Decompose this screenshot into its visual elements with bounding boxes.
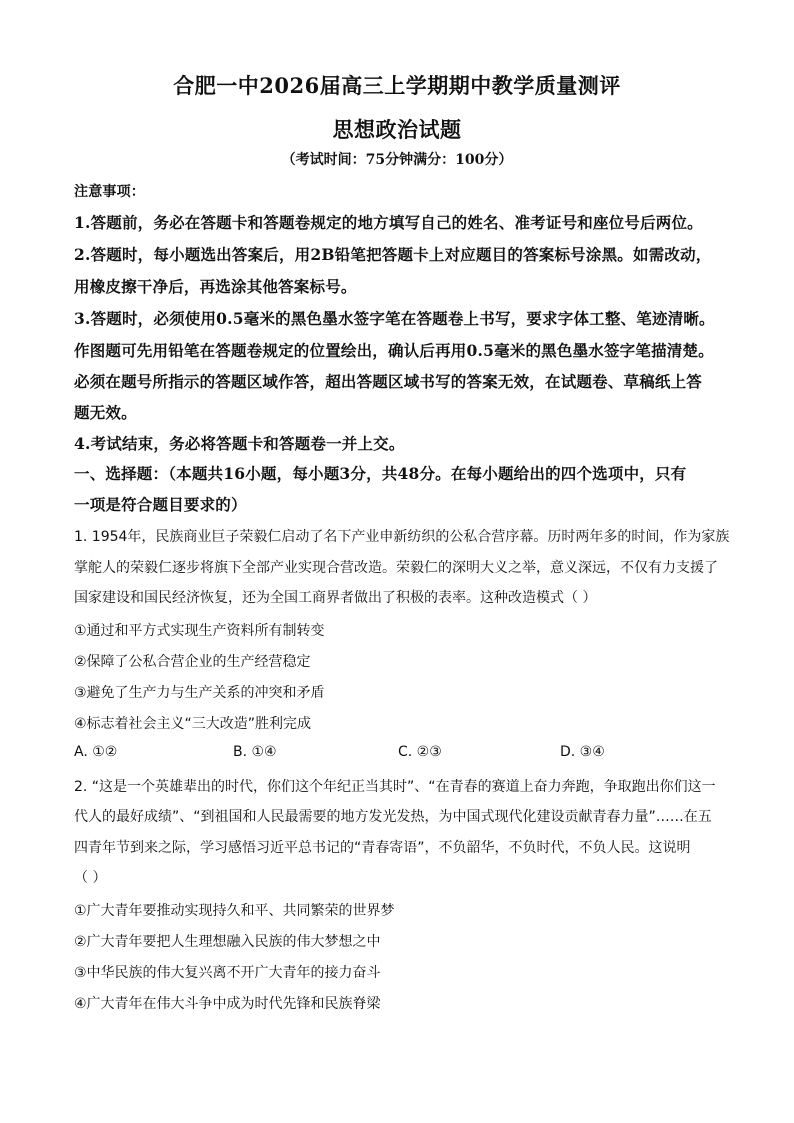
q1-stem: 1. 1954年，民族商业巨子荣毅仁启动了名下产业申新纺织的公私合营序幕。历时两年多的时间，作为家族 <box>74 529 730 545</box>
q2-stem: 四青年节到来之际，学习感悟习近平总书记的“青春寄语”，不负韶华，不负时代，不负人民。这说明 <box>74 840 691 856</box>
q1-option-d: D. ③④ <box>560 744 605 760</box>
q2-stem: （ ） <box>74 870 107 886</box>
note-line: 题无效。 <box>74 403 137 422</box>
q1-stem: 掌舵人的荣毅仁逐步将旗下全部产业实现合营改造。荣毅仁的深明大义之举，意义深远，不仅有力支援了 <box>74 560 718 576</box>
q1-option-a: A. ①② <box>74 744 118 760</box>
q2-stem: 代人的最好成绩”、“到祖国和人民最需要的地方发光发热，为中国式现代化建设贡献青春力量”……在五 <box>74 809 712 825</box>
note-line: 必须在题号所指示的答题区域作答，超出答题区域书写的答案无效，在试题卷、草稿纸上答 <box>74 372 703 391</box>
q1-item: ②保障了公私合营企业的生产经营稳定 <box>74 654 311 670</box>
note-line: 2.答题时，每小题选出答案后，用2B铅笔把答题卡上对应题目的答案标号涂黑。如需改动， <box>74 245 712 264</box>
q1-item: ①通过和平方式实现生产资料所有制转变 <box>74 623 325 639</box>
exam-subtitle: 思想政治试题 <box>332 117 462 142</box>
section-heading: 一、选择题：（本题共16小题，每小题3分，共48分。在每小题给出的四个选项中，只有 <box>74 464 687 483</box>
q1-option-c: C. ②③ <box>398 744 442 760</box>
note-line: 用橡皮擦干净后，再选涂其他答案标号。 <box>74 277 357 296</box>
section-heading-cont: 一项是符合题目要求的） <box>74 495 247 514</box>
q2-stem: 2. “这是一个英雄辈出的时代，你们这个年纪正当其时”、“在青春的赛道上奋力奔跑，争取跑出你们这一 <box>74 779 716 795</box>
q1-item: ③避免了生产力与生产关系的冲突和矛盾 <box>74 685 325 701</box>
note-line: 3.答题时，必须使用0.5毫米的黑色墨水签字笔在答题卷上书写，要求字体工整、笔迹清晰。 <box>74 309 715 328</box>
notes-heading: 注意事项： <box>74 184 145 200</box>
q2-item: ②广大青年要把人生理想融入民族的伟大梦想之中 <box>74 934 381 950</box>
note-line: 4.考试结束，务必将答题卡和答题卷一并上交。 <box>74 434 405 453</box>
q2-item: ④广大青年在伟大斗争中成为时代先锋和民族脊梁 <box>74 996 381 1012</box>
note-line: 作图题可先用铅笔在答题卷规定的位置绘出，确认后再用0.5毫米的黑色墨水签字笔描清楚。 <box>74 341 714 360</box>
note-line: 1.答题前，务必在答题卡和答题卷规定的地方填写自己的姓名、准考证号和座位号后两位。 <box>74 213 703 232</box>
q2-item: ③中华民族的伟大复兴离不开广大青年的接力奋斗 <box>74 965 381 981</box>
q1-option-b: B. ①④ <box>233 744 277 760</box>
q1-item: ④标志着社会主义“三大改造”胜利完成 <box>74 716 312 732</box>
exam-title: 合肥一中2026届高三上学期期中教学质量测评 <box>173 73 621 98</box>
q2-item: ①广大青年要推动实现持久和平、共同繁荣的世界梦 <box>74 903 395 919</box>
exam-info: （考试时间：75分钟满分：100分） <box>281 152 513 168</box>
q1-stem: 国家建设和国民经济恢复，还为全国工商界者做出了积极的表率。这种改造模式（ ） <box>74 590 597 606</box>
